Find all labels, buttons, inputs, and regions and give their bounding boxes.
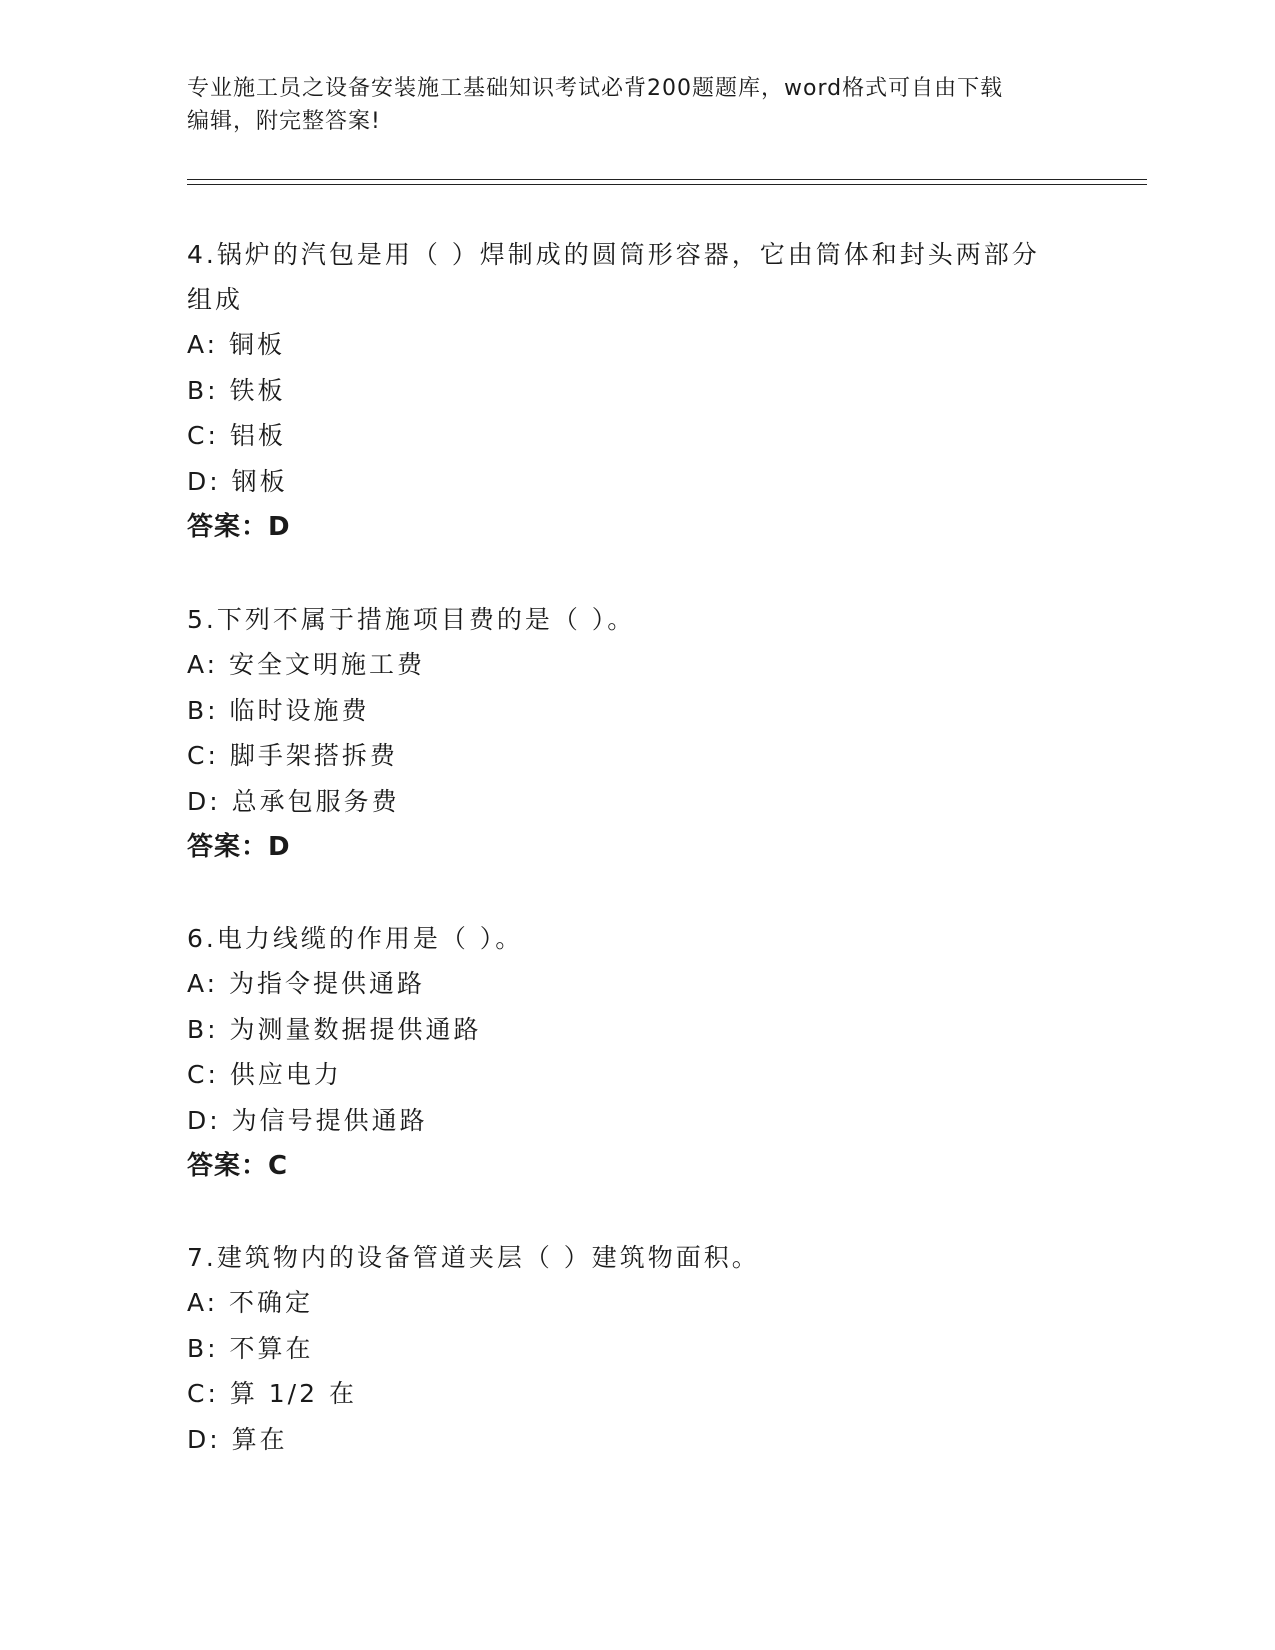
question-title: 4.锅炉的汽包是用（ ）焊制成的圆筒形容器，它由筒体和封头两部分 [187,240,1040,269]
option-d: D: 算在 [187,1424,288,1454]
option-c: C: 铝板 [187,421,286,450]
header-divider-bottom [187,184,1147,185]
option-d: D: 钢板 [187,466,288,496]
answer: 答案：D [187,832,291,862]
option-a: A: 不确定 [187,1288,314,1317]
option-a: A: 安全文明施工费 [187,650,426,679]
option-a: A: 为指令提供通路 [187,969,426,998]
option-b: B: 临时设施费 [187,695,370,725]
question-title: 6.电力线缆的作用是（ ）。 [187,924,524,953]
answer: 答案：D [187,512,291,542]
question-title: 7.建筑物内的设备管道夹层（ ）建筑物面积。 [187,1243,760,1272]
question-6 [187,916,1087,1189]
header-divider-top [187,179,1147,180]
option-b: B: 为测量数据提供通路 [187,1014,482,1044]
option-a: A: 铜板 [187,330,286,359]
option-c: C: 供应电力 [187,1060,342,1089]
header-line-2: 编辑，附完整答案! [187,109,381,134]
option-b: B: 铁板 [187,375,286,405]
option-d: D: 总承包服务费 [187,786,400,816]
question-title-cont: 组成 [187,285,244,314]
answer: 答案：C [187,1151,289,1181]
header-line-1: 专业施工员之设备安装施工基础知识考试必背200题题库，word格式可自由下载 [187,76,1004,101]
option-c: C: 算 1/2 在 [187,1379,357,1408]
option-d: D: 为信号提供通路 [187,1105,428,1135]
option-b: B: 不算在 [187,1333,314,1363]
document-header [187,72,1087,138]
option-c: C: 脚手架搭拆费 [187,741,398,770]
question-5 [187,597,1087,870]
question-7 [187,1235,1087,1462]
question-title: 5.下列不属于措施项目费的是（ ）。 [187,605,636,634]
question-4 [187,232,1087,550]
